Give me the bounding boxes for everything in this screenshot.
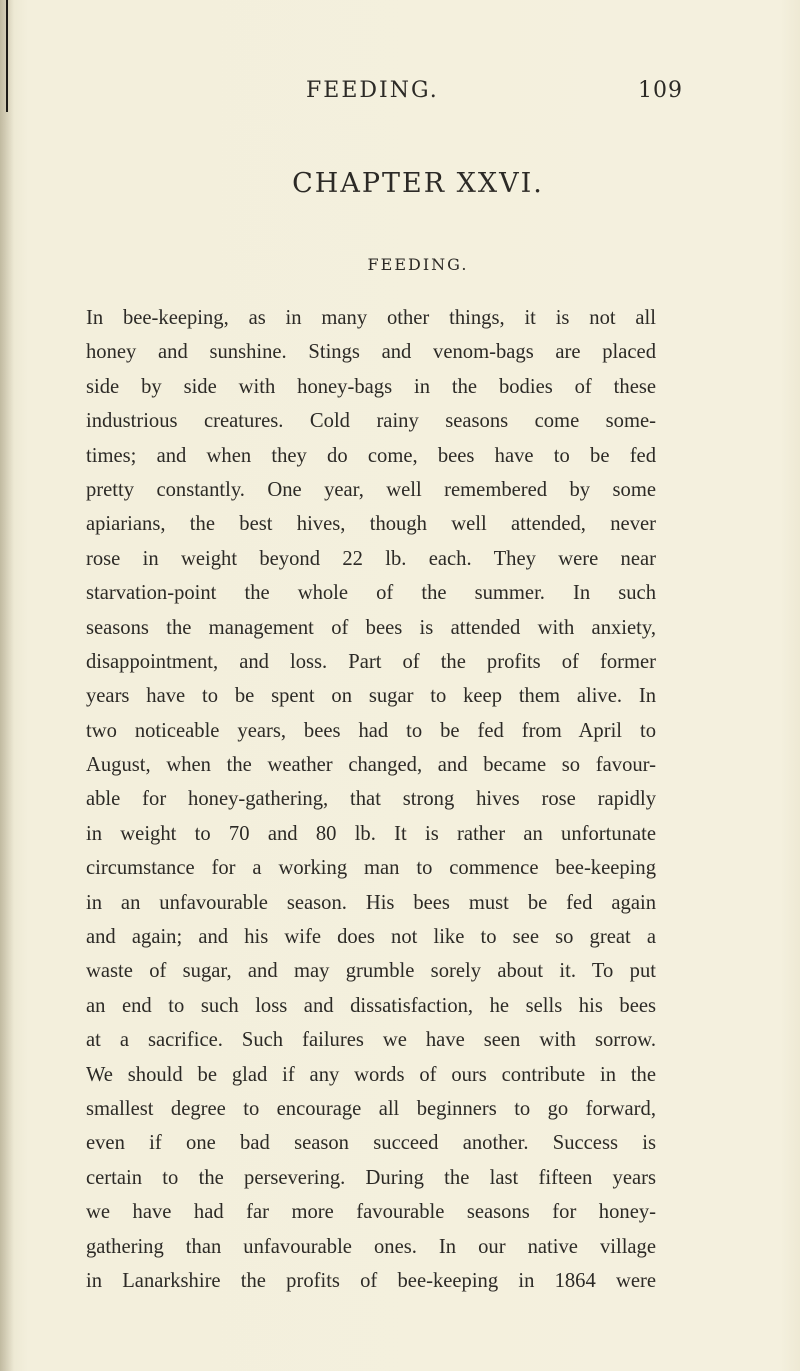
text-line: industrious creatures. Cold rainy seasons come some-	[86, 410, 656, 433]
text-line: and again; and his wife does not like to see so great a	[86, 926, 656, 949]
text-line: August, when the weather changed, and became so favour-	[86, 754, 656, 777]
text-line: honey and sunshine. Stings and venom-bags are placed	[86, 341, 656, 364]
text-line: years have to be spent on sugar to keep them alive. In	[86, 685, 656, 708]
text-line: pretty constantly. One year, well remembered by some	[86, 478, 656, 501]
page-gutter-shadow	[0, 0, 14, 1371]
text-line: gathering than unfavourable ones. In our native village	[86, 1235, 656, 1258]
chapter-title: CHAPTER XXVI.	[292, 168, 544, 199]
text-line: side by side with honey-bags in the bodies of these	[86, 375, 656, 398]
text-line: We should be glad if any words of ours contribute in the	[86, 1063, 656, 1086]
running-head-title: FEEDING.	[306, 78, 439, 103]
text-line: even if one bad season succeed another. Success is	[86, 1132, 656, 1155]
text-line: at a sacrifice. Such failures we have seen with sorrow.	[86, 1029, 656, 1052]
text-line: in weight to 70 and 80 lb. It is rather an unfortunate	[86, 822, 656, 845]
text-line: times; and when they do come, bees have to be fed	[86, 444, 656, 467]
page-number: 109	[638, 78, 683, 103]
text-line: In bee-keeping, as in many other things, it is not all	[86, 307, 656, 329]
text-line: smallest degree to encourage all beginners to go forward,	[86, 1097, 656, 1120]
text-line: rose in weight beyond 22 lb. each. They were near	[86, 547, 656, 570]
text-line: an end to such loss and dissatisfaction, he sells his bees	[86, 994, 656, 1017]
text-line: circumstance for a working man to commence bee-keeping	[86, 857, 656, 880]
text-line: two noticeable years, bees had to be fed from April to	[86, 719, 656, 742]
body-paragraph	[86, 301, 656, 1298]
text-line: seasons the management of bees is attended with anxiety,	[86, 616, 656, 639]
chapter-subtitle: FEEDING.	[367, 255, 469, 274]
running-head	[0, 78, 800, 110]
text-line: in an unfavourable season. His bees must be fed again	[86, 891, 656, 914]
text-line: we have had far more favourable seasons for honey-	[86, 1201, 656, 1224]
text-line: apiarians, the best hives, though well attended, never	[86, 513, 656, 536]
text-line: in Lanarkshire the profits of bee-keeping in 1864 were	[86, 1269, 656, 1292]
text-line: certain to the persevering. During the last fifteen years	[86, 1166, 656, 1189]
text-line: starvation-point the whole of the summer. In such	[86, 582, 656, 605]
text-line: able for honey-gathering, that strong hives rose rapidly	[86, 788, 656, 811]
text-line: waste of sugar, and may grumble sorely about it. To put	[86, 960, 656, 983]
text-line: disappointment, and loss. Part of the profits of former	[86, 650, 656, 673]
